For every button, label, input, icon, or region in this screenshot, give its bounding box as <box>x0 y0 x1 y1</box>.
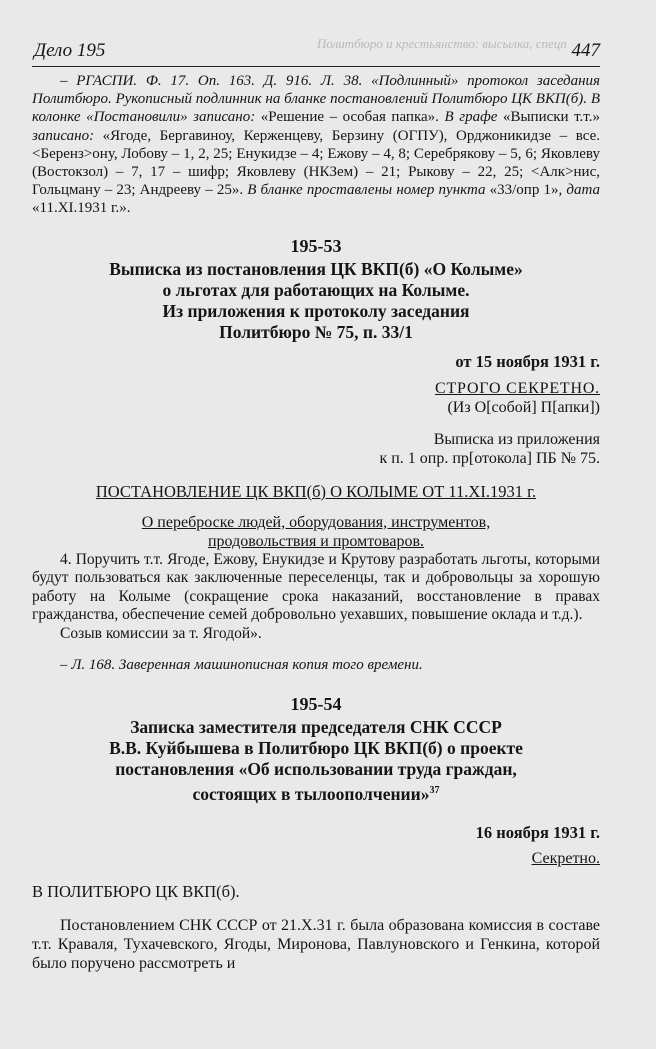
paragraph: 4. Поручить т.т. Ягоде, Ежову, Енукидзе и Крутову разработать льготы, которыми будут пользоваться как заключенные переселенцы, так и добровольцы за хорошую работу на Колыме (сокращение срока наказаний, восстановление в правах гражданства, обеспечение семей добровольно уехавших, повышение оклада и т.д.). <box>32 550 600 624</box>
secrecy-stamp: СТРОГО СЕКРЕТНО. <box>435 379 600 397</box>
title-line: В.В. Куйбышева в Политбюро ЦК ВКП(б) о проекте <box>109 738 523 759</box>
title-line: Выписка из постановления ЦК ВКП(б) «О Колыме» <box>109 258 523 279</box>
page-body <box>32 72 600 973</box>
copy-note: – Л. 168. Заверенная машинописная копия того времени. <box>60 657 423 674</box>
section-heading: продовольствия и промтоваров. <box>207 532 425 550</box>
archival-source-note: – РГАСПИ. Ф. 17. Оп. 163. Д. 916. Л. 38. «Подлинный» протокол заседания Политбюро. Рукописный подлинник на бланке постановлений Политбюро ЦК ВКП(б). В колонке «Постановили» записано: «Решение – особая папка». В графе «Выписки т.т.» записано: «Ягоде, Бергавиноу, Керженцеву, Берзину (ОГПУ), Орджоникидзе – все. <Беренз>ону, Лобову – 1, 2, 25; Енукидзе – 4; Ежову – 4, 8; Серебрякову – 5, 6; Яковлеву (Востокзол) – 7, 17 – шифр; Яковлеву (НКЗем) – 21; Рыкову – 22, 25; <Алк>нис, Гольцману – 23; Андрееву – 25». В бланке проставлены номер пункта «33/опр 1», дата «11.XI.1931 г.». <box>32 73 601 217</box>
resolution-heading: ПОСТАНОВЛЕНИЕ ЦК ВКП(б) О КОЛЫМЕ ОТ 11.XI.1931 г. <box>95 481 537 501</box>
paragraph: Постановлением СНК СССР от 21.X.31 г. была образована комиссия в составе т.т. Кравaля, Тухачевского, Ягоды, Миронова, Павлуновского и Генкина, которой было поручено рассмотреть и <box>32 916 600 972</box>
title-line: Политбюро № 75, п. 33/1 <box>219 321 413 342</box>
secrecy-stamp: Секретно. <box>531 849 600 867</box>
page-number: 447 <box>571 40 600 61</box>
title-line: состоящих в тылоополчении»$^{37}$ <box>192 783 440 804</box>
document-number: 195-54 <box>290 694 342 715</box>
document-title <box>32 717 600 805</box>
document-title <box>32 259 600 343</box>
document-date: от 15 ноября 1931 г. <box>455 351 600 371</box>
running-header <box>32 36 600 67</box>
paragraph: Созыв комиссии за т. Ягодой». <box>60 624 262 642</box>
addressee: В ПОЛИТБЮРО ЦК ВКП(б). <box>32 881 240 901</box>
secrecy-source: (Из О[собой] П[апки]) <box>447 398 600 416</box>
document-number: 195-53 <box>290 235 342 256</box>
case-label: Дело 195 <box>34 40 106 61</box>
title-line: о льготах для работающих на Колыме. <box>162 279 470 300</box>
title-line: постановления «Об использовании труда граждан, <box>115 759 517 780</box>
title-line: Из приложения к протоколу заседания <box>162 300 470 321</box>
title-line: Записка заместителя председателя СНК СССР <box>130 717 502 738</box>
footnote-ref: 37 <box>429 785 440 797</box>
extract-line: Выписка из приложения <box>433 430 600 448</box>
section-heading: О переброске людей, оборудования, инструментов, <box>141 513 491 531</box>
document-date: 16 ноября 1931 г. <box>475 822 600 842</box>
extract-ref: к п. 1 опр. пр[отокола] ПБ № 75. <box>379 449 600 467</box>
bleed-through-text: Политбюро и крестьянство: высылка, спецп <box>317 36 567 51</box>
